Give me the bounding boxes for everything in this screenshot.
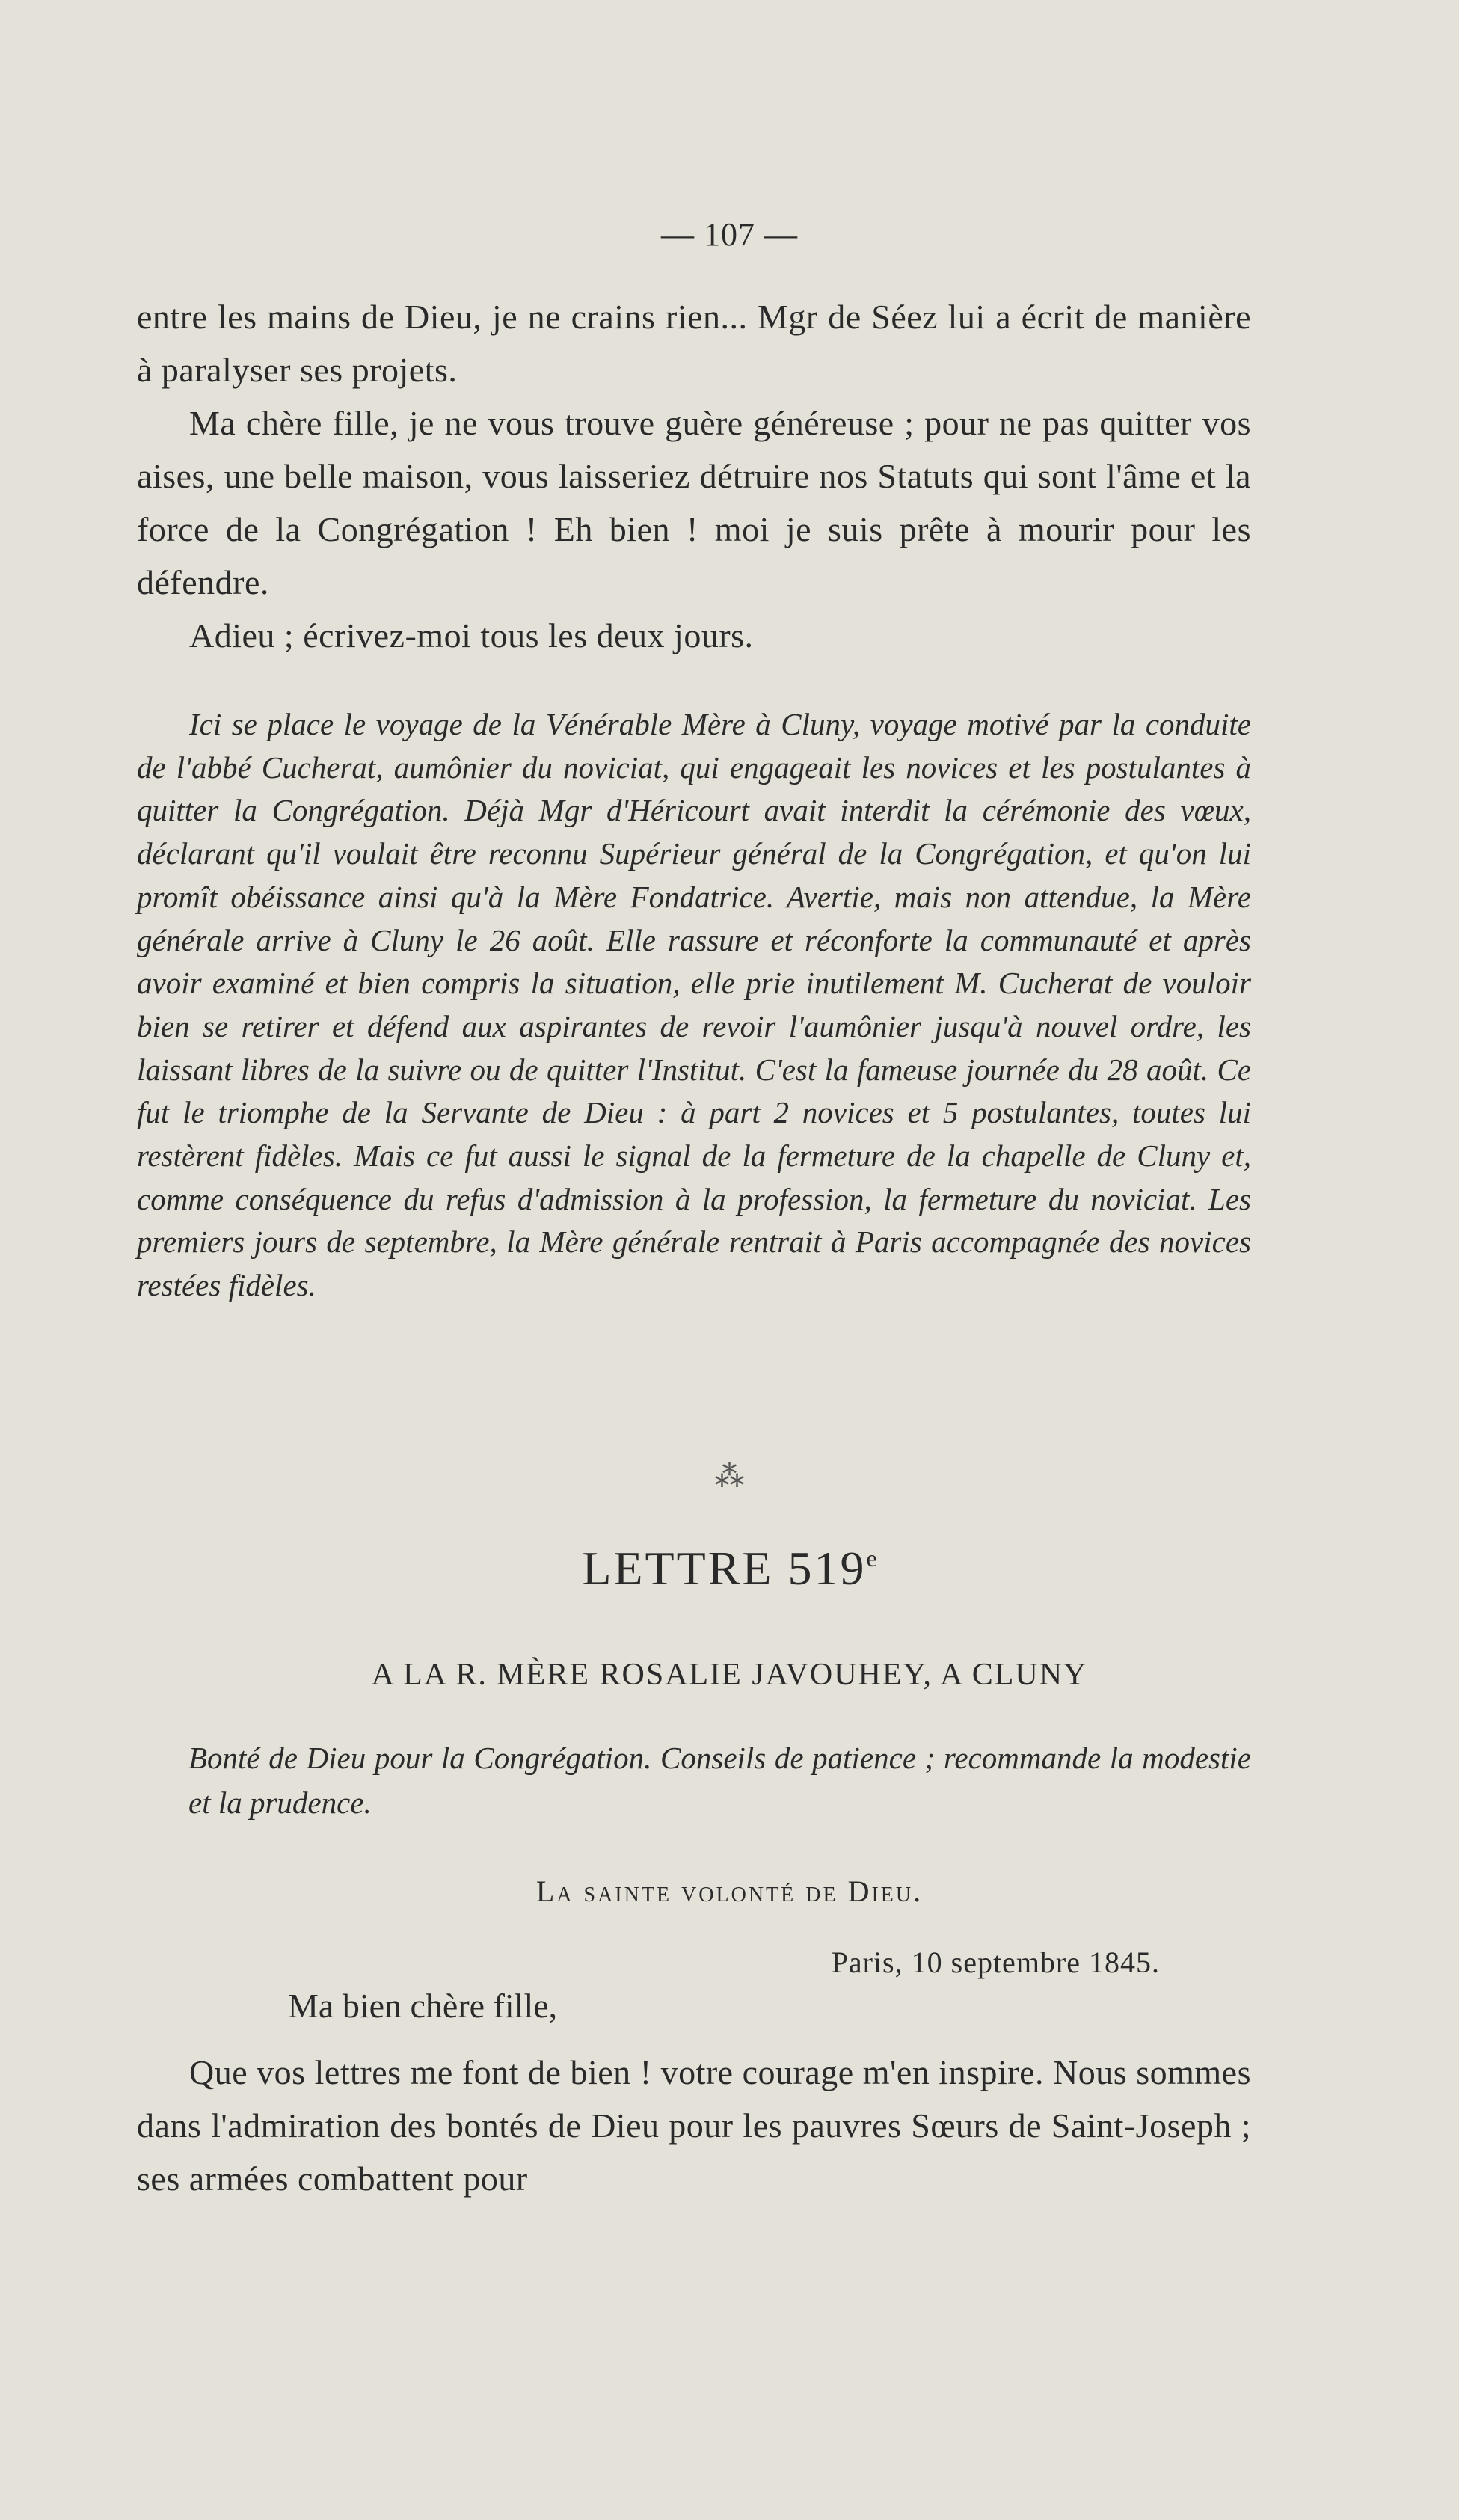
top-paragraphs bbox=[137, 290, 1251, 662]
intro-note bbox=[137, 703, 1251, 1307]
letter-motto: La sainte volonté de Dieu. bbox=[535, 1874, 924, 1908]
letter-body-text: Que vos lettres me font de bien ! votre courage m'en inspire. Nous sommes dans l'admiration des bontés de Dieu pour les pauvres Sœurs de Saint-Joseph ; ses armées combattent pour bbox=[137, 2053, 1251, 2198]
letter-salutation: Ma bien chère fille, bbox=[288, 1987, 558, 2025]
letter-dateline: Paris, 10 septembre 1845. bbox=[831, 1946, 1160, 1979]
letter-summary: Bonté de Dieu pour la Congrégation. Conseils de patience ; recommande la modestie et la prudence. bbox=[188, 1741, 1251, 1820]
letter-address: A LA R. MÈRE ROSALIE JAVOUHEY, A CLUNY bbox=[371, 1658, 1088, 1692]
paragraph-continuation: entre les mains de Dieu, je ne crains rien... Mgr de Séez lui a écrit de manière à paralyser ses projets. bbox=[137, 298, 1251, 389]
letter-title: LETTRE 519e bbox=[582, 1542, 877, 1595]
ornament-icon: ⁂ bbox=[714, 1459, 745, 1493]
page-number: — 107 — bbox=[661, 216, 798, 253]
paragraph-generosity: Ma chère fille, je ne vous trouve guère généreuse ; pour ne pas quitter vos aises, une belle maison, vous laisseriez détruire nos Statuts qui sont l'âme et la force de la Congrégation ! Eh bien ! moi je suis prête à mourir pour les défendre. bbox=[137, 404, 1251, 601]
letter-body bbox=[137, 2046, 1251, 2205]
paragraph-adieu: Adieu ; écrivez-moi tous les deux jours. bbox=[189, 616, 754, 654]
intro-note-text: Ici se place le voyage de la Vénérable Mère à Cluny, voyage motivé par la conduite de l'abbé Cucherat, aumônier du noviciat, qui engageait les novices et les postulantes à quitter la Congrégation. Déjà Mgr d'Héricourt avait interdit la cérémonie des vœux, déclarant qu'il voulait être reconnu Supérieur général de la Congrégation, et qu'on lui promît obéissance ainsi qu'à la Mère Fondatrice. Avertie, mais non attendue, la Mère générale arrive à Cluny le 26 août. Elle rassure et réconforte la communauté et après avoir examiné et bien compris la situation, elle prie inutilement M. Cucherat de vouloir bien se retirer et défend aux aspirantes de revoir l'aumônier jusqu'à nouvel ordre, les laissant libres de la suivre ou de quitter l'Institut. C'est la fameuse journée du 28 août. Ce fut le triomphe de la Servante de Dieu : à part 2 novices et 5 postulantes, toutes lui restèrent fidèles. Mais ce fut aussi le signal de la fermeture de la chapelle de Cluny et, comme conséquence du refus d'admission à la profession, la fermeture du noviciat. Les premiers jours de septembre, la Mère générale rentrait à Paris accompagnée des novices restées fidèles. bbox=[137, 707, 1251, 1303]
